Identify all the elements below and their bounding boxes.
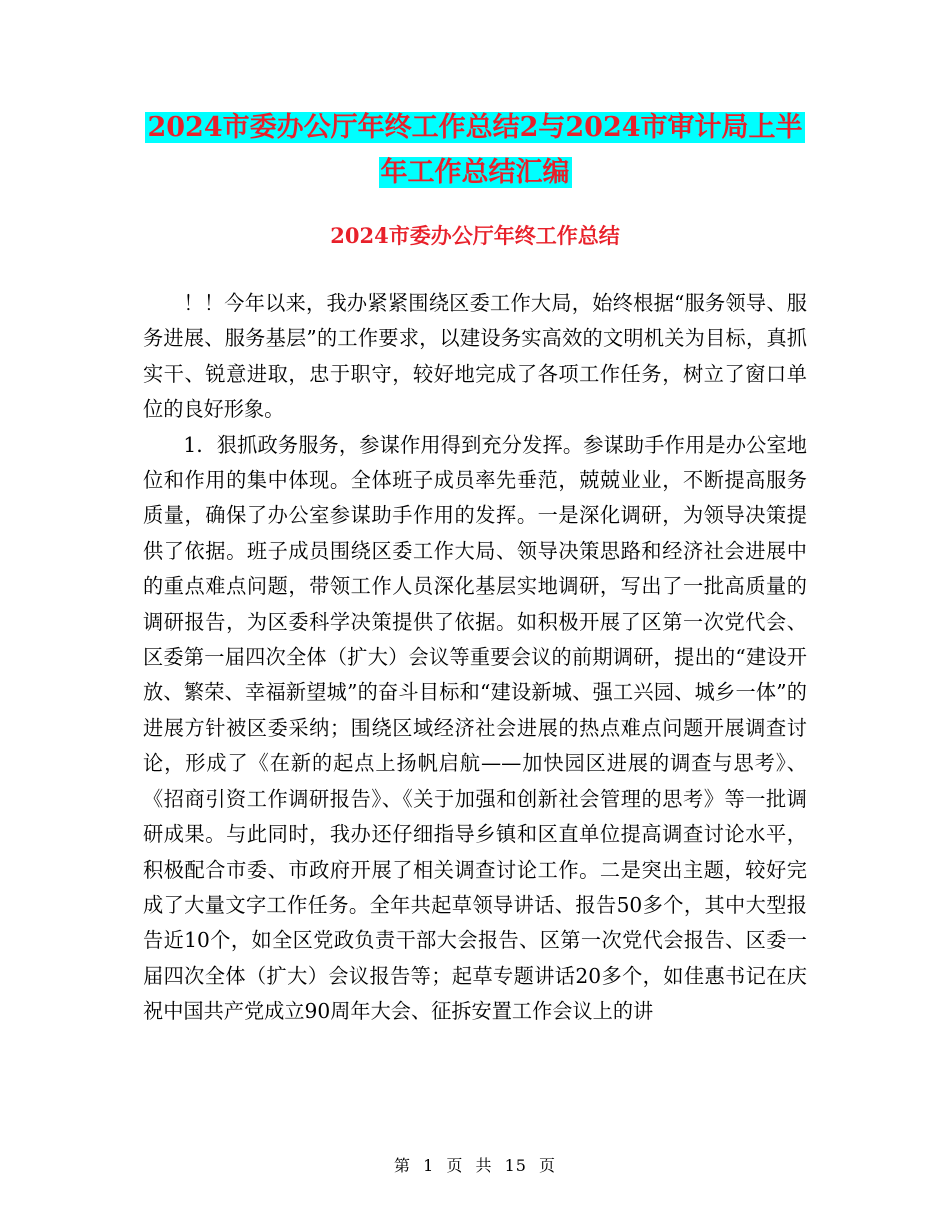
title-highlight-1: 2024市委办公厅年终工作总结2与2024市审计局上半 (147, 112, 803, 143)
document-title-line-2 (100, 153, 850, 193)
page-footer (0, 1153, 950, 1176)
document-title-line-1 (100, 108, 850, 148)
document-body (143, 286, 807, 1030)
footer-total-pages: 15 (504, 1156, 527, 1175)
footer-page-label: 页 (446, 1156, 464, 1175)
footer-total-label: 共 (475, 1156, 493, 1175)
footer-prefix: 第 (393, 1156, 411, 1175)
footer-page-number: 1 (423, 1156, 435, 1175)
footer-suffix: 页 (539, 1156, 557, 1175)
section-title: 2024市委办公厅年终工作总结 (330, 223, 620, 248)
paragraph-1: 1．狠抓政务服务，参谋作用得到充分发挥。参谋助手作用是办公室地位和作用的集中体现。全体班子成员率先垂范，兢兢业业，不断提高服务质量，确保了办公室参谋助手作用的发挥。一是深化调研，为领导决策提供了依据。班子成员围绕区委工作大局、领导决策思路和经济社会进展中的重点难点问题，带领工作人员深化基层实地调研，写出了一批高质量的调研报告，为区委科学决策提供了依据。如积极开展了区第一次党代会、区委第一届四次全体（扩大）会议等重要会议的前期调研，提出的“建设开放、繁荣、幸福新望城”的奋斗目标和“建设新城、强工兴园、城乡一体”的进展方针被区委采纳；围绕区域经济社会进展的热点难点问题开展调查讨论，形成了《在新的起点上扬帆启航——加快园区进展的调查与思考》、《招商引资工作调研报告》、《关于加强和创新社会管理的思考》等一批调研成果。与此同时，我办还仔细指导乡镇和区直单位提高调查讨论水平，积极配合市委、市政府开展了相关调查讨论工作。二是突出主题，较好完成了大量文字工作任务。全年共起草领导讲话、报告50多个，其中大型报告近10个，如全区党政负责干部大会报告、区第一次党代会报告、区委一届四次全体（扩大）会议报告等；起草专题讲话20多个，如佳惠书记在庆祝中国共产党成立90周年大会、征拆安置工作会议上的讲 (143, 432, 807, 1024)
title-highlight-2: 年工作总结汇编 (380, 157, 570, 188)
paragraph-intro: ！！今年以来，我办紧紧围绕区委工作大局，始终根据“服务领导、服务进展、服务基层”的工作要求，以建设务实高效的文明机关为目标，真抓实干、锐意进取，忠于职守，较好地完成了各项工作任务，树立了窗口单位的良好形象。 (143, 291, 807, 422)
